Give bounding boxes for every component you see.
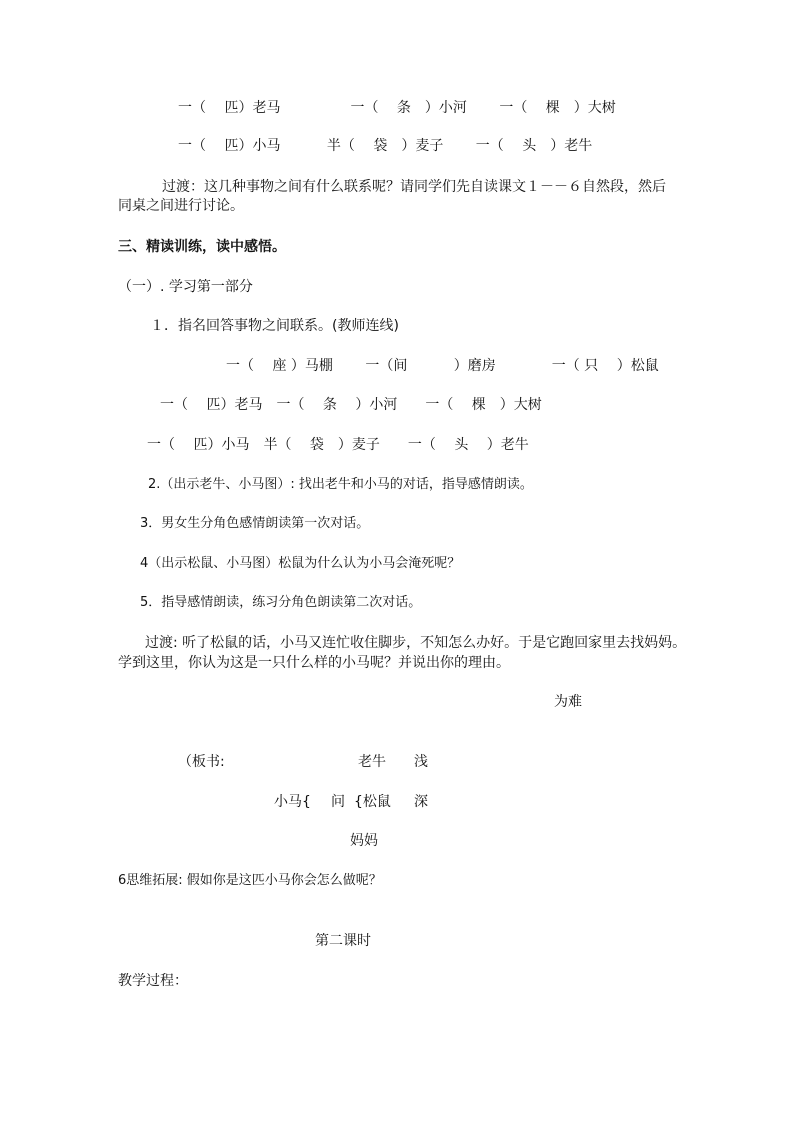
- transition-paragraph-line-1: 过渡：这几种事物之间有什么联系呢？请同学们先自读课文１－－６自然段，然后: [162, 179, 666, 195]
- board-pony: 小马{: [274, 794, 311, 810]
- board-old-ox: 老牛: [358, 754, 386, 770]
- connection-row-2: 一（ 匹）老马 一（ 条 ）小河 一（ 棵 ）大树: [160, 397, 542, 413]
- transition-2-line-1: 过渡: 听了松鼠的话，小马又连忙收住脚步，不知怎么办好。于是它跑回家里去找妈妈。: [145, 635, 687, 651]
- transition-2-line-2: 学到这里，你认为这是一只什么样的小马呢？并说出你的理由。: [118, 655, 510, 671]
- step-6-text: 6思维拓展: 假如你是这匹小马你会怎么做呢？: [118, 873, 382, 888]
- step-4-text: 4（出示松鼠、小马图）松鼠为什么认为小马会淹死呢？: [140, 556, 461, 571]
- board-note-difficult: 为难: [554, 694, 582, 710]
- board-deep: 深: [414, 794, 428, 810]
- step-3-text: 3．男女生分角色感情朗读第一次对话。: [140, 516, 370, 531]
- section-heading-intensive-reading: 三、精读训练，读中感悟。: [118, 239, 286, 255]
- board-ask: 问: [331, 794, 345, 810]
- subsection-heading-part-one: （一）. 学习第一部分: [118, 279, 253, 295]
- board-shallow: 浅: [414, 754, 428, 770]
- teaching-process-label: 教学过程：: [118, 973, 188, 989]
- measure-words-row-2: 一（ 匹）小马 半（ 袋 ）麦子 一（ 头 ）老牛: [178, 138, 593, 154]
- transition-paragraph-line-2: 同桌之间进行讨论。: [118, 198, 244, 214]
- measure-words-row-1: 一（ 匹）老马 一（ 条 ）小河 一（ 棵 ）大树: [178, 100, 616, 116]
- connection-row-3: 一（ 匹）小马 半（ 袋 ）麦子 一（ 头 ）老牛: [147, 437, 529, 453]
- board-squirrel: {松鼠: [354, 794, 391, 810]
- board-label: （板书:: [178, 754, 225, 770]
- lesson-2-title: 第二课时: [315, 933, 371, 949]
- connection-row-1: 一（ 座 ）马棚 一（间 ）磨房 一（ 只 ）松鼠: [226, 358, 659, 374]
- step-2-text: 2.（出示老牛、小马图）: 找出老牛和小马的对话，指导感情朗读。: [148, 477, 533, 492]
- step-1-text: １．指名回答事物之间联系。(教师连线): [150, 318, 399, 334]
- board-mother: 妈妈: [350, 833, 378, 849]
- step-5-text: 5．指导感情朗读，练习分角色朗读第二次对话。: [140, 595, 422, 610]
